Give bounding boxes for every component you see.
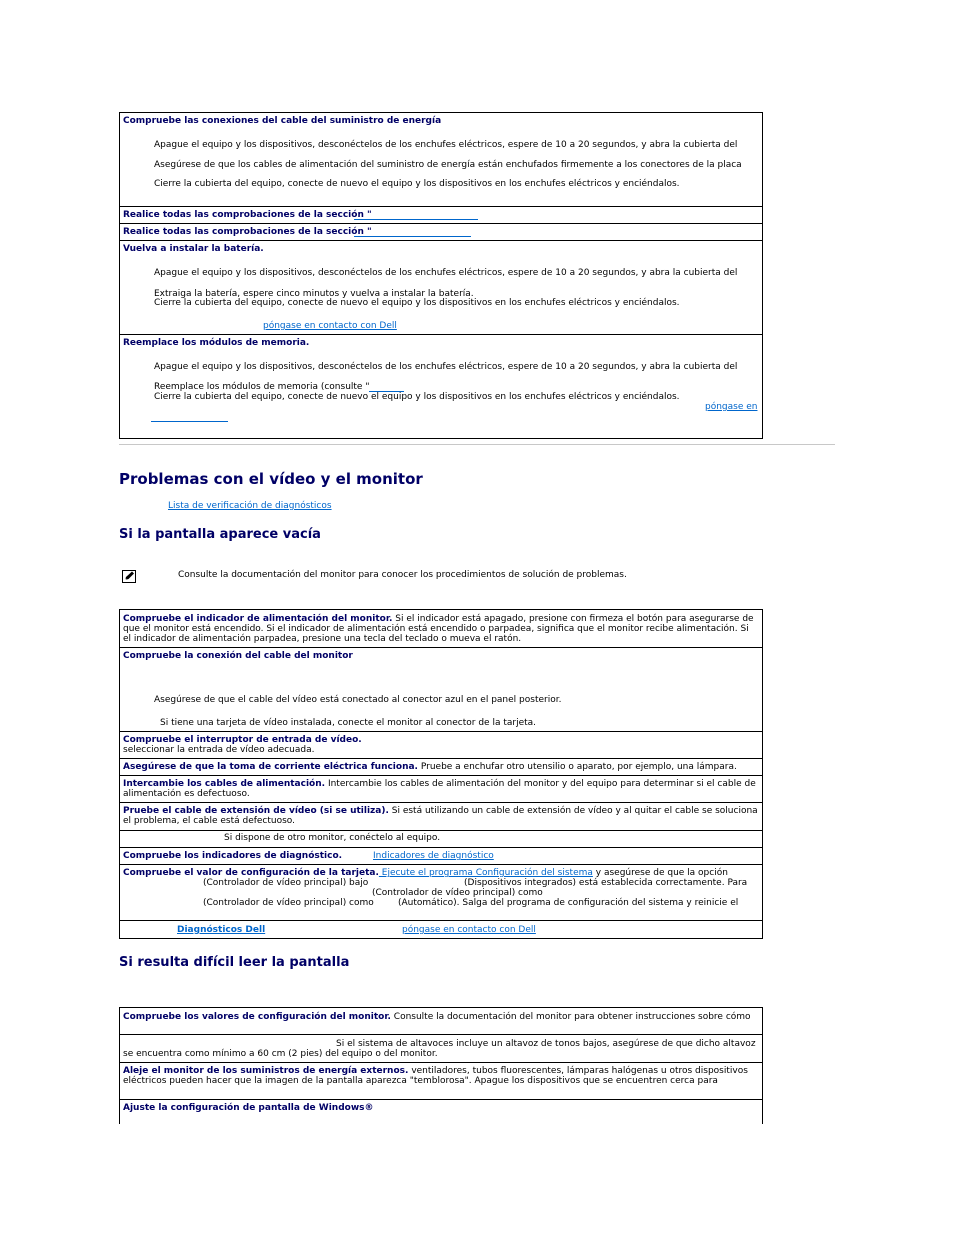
table1-row4 bbox=[119, 240, 763, 335]
section-link-underline[interactable] bbox=[354, 219, 478, 220]
row-heading: Compruebe la conexión del cable del monitor bbox=[123, 651, 353, 661]
contact-dell-link[interactable]: póngase en bbox=[705, 402, 758, 412]
row-text: (Controlador de vídeo principal) bajo bbox=[203, 878, 369, 888]
row-text: (Dispositivos integrados) está establecida correctamente. Para bbox=[464, 878, 748, 888]
step-text: Reemplace los módulos de memoria (consulte " bbox=[154, 382, 370, 392]
row-heading: Asegúrese de que la toma de corriente eléctrica funciona. bbox=[123, 762, 418, 772]
step-text: Cierre la cubierta del equipo, conecte de nuevo el equipo y los dispositivos en los enchufes eléctricos y enciéndalos. bbox=[154, 179, 680, 189]
power-indicator-text bbox=[123, 614, 759, 644]
step-text: Extraiga la batería, espere cinco minutos y vuelva a instalar la batería. bbox=[154, 289, 474, 299]
row-text: (Controlador de vídeo principal) como bbox=[203, 898, 374, 908]
row-text: Si el sistema de altavoces incluye un altavoz de tonos bajos, asegúrese de que dicho altavoz bbox=[336, 1039, 756, 1049]
outlet-text bbox=[123, 762, 737, 772]
swap-cables-text bbox=[123, 779, 759, 799]
row-heading: Pruebe el cable de extensión de vídeo (si se utiliza). bbox=[123, 806, 389, 816]
note-text: Consulte la documentación del monitor para conocer los procedimientos de solución de problemas. bbox=[178, 570, 627, 580]
row-text: Si tiene una tarjeta de vídeo instalada, conecte el monitor al conector de la tarjeta. bbox=[160, 718, 537, 728]
monitor-settings-text bbox=[123, 1012, 751, 1022]
contact-dell-link[interactable]: póngase en contacto con Dell bbox=[263, 321, 397, 331]
row-text: seleccionar la entrada de vídeo adecuada. bbox=[123, 745, 315, 755]
card-setting-line1 bbox=[123, 868, 728, 878]
row-heading: Vuelva a instalar la batería. bbox=[123, 244, 264, 254]
row-text: y asegúrese de que la opción bbox=[595, 868, 728, 878]
section-title-blank-screen: Si la pantalla aparece vacía bbox=[119, 527, 321, 542]
row-heading: Compruebe las conexiones del cable del suministro de energía bbox=[123, 116, 442, 126]
step-text: Apague el equipo y los dispositivos, desconéctelos de los enchufes eléctricos, espere de 10 a 20 segundos, y abra la cubierta del bbox=[154, 362, 738, 372]
step-text: Apague el equipo y los dispositivos, desconéctelos de los enchufes eléctricos, espere de 10 a 20 segundos, y abra la cubierta del bbox=[154, 140, 738, 150]
row-text: Si dispone de otro monitor, conéctelo al equipo. bbox=[224, 833, 441, 843]
row-text: Si está utilizando un cable de extensión de vídeo y al quitar el cable se soluciona el problema, el cable está defectuoso. bbox=[123, 806, 758, 826]
section-title-hard-to-read: Si resulta difícil leer la pantalla bbox=[119, 955, 350, 970]
contact-dell-link[interactable]: póngase en contacto con Dell bbox=[402, 925, 536, 935]
row-text: (Controlador de vídeo principal) como bbox=[372, 888, 543, 898]
row-heading: Compruebe los valores de configuración del monitor. bbox=[123, 1012, 391, 1022]
row-text: Asegúrese de que el cable del vídeo está conectado al conector azul en el panel posterior. bbox=[154, 695, 562, 705]
step-text: Apague el equipo y los dispositivos, desconéctelos de los enchufes eléctricos, espere de 10 a 20 segundos, y abra la cubierta del bbox=[154, 268, 738, 278]
row-text: Intercambie los cables de alimentación del monitor y del equipo para determinar si el cable de alimentación es defectuoso. bbox=[123, 779, 756, 799]
note-icon bbox=[122, 568, 136, 581]
row-text: ventiladores, tubos fluorescentes, lámparas halógenas u otros dispositivos bbox=[411, 1066, 748, 1076]
row-heading: Aleje el monitor de los suministros de energía externos. bbox=[123, 1066, 409, 1076]
row-heading: Reemplace los módulos de memoria. bbox=[123, 338, 310, 348]
row-text: Si el indicador está apagado, presione con firmeza el botón para asegurarse de que el monitor está encendido. Si el indicador de alimentación está encendido o parpadea, significa que el monitor recibe alimentación. Si el indicador de alimentación parpadea, presione una tecla del teclado o mueva el ratón. bbox=[123, 614, 754, 644]
row-heading: Compruebe el interruptor de entrada de vídeo. bbox=[123, 735, 362, 745]
section-divider bbox=[119, 444, 835, 445]
step-text: Cierre la cubierta del equipo, conecte de nuevo el equipo y los dispositivos en los enchufes eléctricos y enciéndalos. bbox=[154, 298, 680, 308]
row-heading: Compruebe el valor de configuración de la tarjeta. bbox=[123, 868, 379, 878]
row-heading: Compruebe el indicador de alimentación del monitor. bbox=[123, 614, 393, 624]
page-title: Problemas con el vídeo y el monitor bbox=[119, 470, 423, 488]
system-setup-link[interactable]: Ejecute el programa Configuración del sistema bbox=[378, 868, 593, 878]
row-text: eléctricos pueden hacer que la imagen de la pantalla aparezca "temblorosa". Apague los dispositivos que se encuentren cerca para bbox=[123, 1076, 718, 1086]
row-text: Consulte la documentación del monitor para obtener instrucciones sobre cómo bbox=[393, 1012, 751, 1022]
row-heading: Realice todas las comprobaciones de la sección " bbox=[123, 227, 372, 237]
row-heading: Compruebe los indicadores de diagnóstico. bbox=[123, 851, 343, 861]
external-power-line1 bbox=[123, 1066, 748, 1076]
diagnostics-checklist-link[interactable]: Lista de verificación de diagnósticos bbox=[168, 501, 332, 511]
diagnostic-indicators-link[interactable]: Indicadores de diagnóstico bbox=[373, 851, 494, 861]
row-heading: Ajuste la configuración de pantalla de Windows® bbox=[123, 1103, 374, 1113]
row-text: se encuentra como mínimo a 60 cm (2 pies) del equipo o del monitor. bbox=[123, 1049, 438, 1059]
step-text: Asegúrese de que los cables de alimentación del suministro de energía están enchufados firmemente a los conectores de la placa bbox=[154, 160, 742, 170]
row-text: Pruebe a enchufar otro utensilio o aparato, por ejemplo, una lámpara. bbox=[420, 762, 737, 772]
row-text: (Automático). Salga del programa de configuración del sistema y reinicie el bbox=[398, 898, 739, 908]
row-other-monitor bbox=[119, 830, 763, 848]
extension-cable-text bbox=[123, 806, 759, 826]
dell-diagnostics-link[interactable]: Diagnósticos Dell bbox=[177, 925, 266, 935]
section-link-underline[interactable] bbox=[354, 236, 471, 237]
step-text: Cierre la cubierta del equipo, conecte de nuevo el equipo y los dispositivos en los enchufes eléctricos y enciéndalos. bbox=[154, 392, 680, 402]
row-heading: Realice todas las comprobaciones de la sección " bbox=[123, 210, 372, 220]
row-heading: Intercambie los cables de alimentación. bbox=[123, 779, 326, 789]
contact-dell-link-underline[interactable] bbox=[151, 421, 228, 422]
